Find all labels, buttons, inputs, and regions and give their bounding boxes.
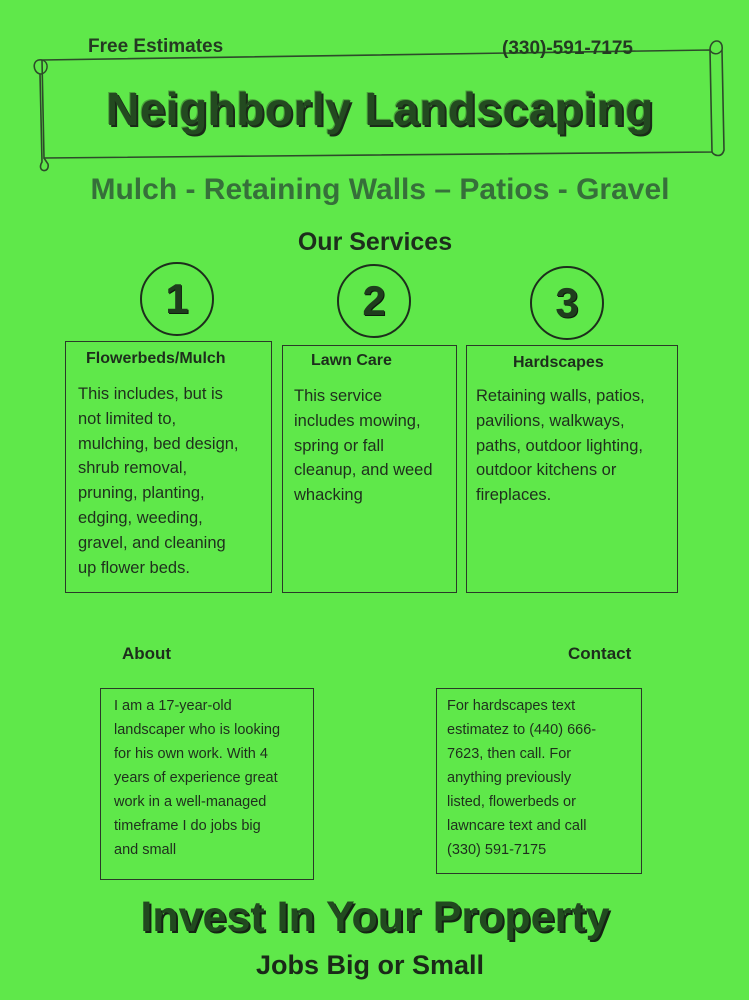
service-card-flowerbeds — [65, 341, 272, 593]
service-description: This service includes mowing, spring or fall cleanup, and weed whacking — [294, 387, 433, 505]
offerings-line: Mulch - Retaining Walls – Patios - Gravel — [90, 173, 670, 206]
business-name: Neighborly Landscaping — [106, 83, 654, 135]
service-card-lawn-care — [282, 345, 457, 593]
contact-text: For hardscapes text estimatez to (440) 666- 7623, then call. For anything previously listed, flowerbeds or lawncare text and call (330) 591-7175 — [447, 698, 597, 858]
services-heading: Our Services — [297, 228, 453, 256]
about-heading: About — [122, 644, 172, 663]
service-card-hardscapes — [466, 345, 678, 593]
service-number-3: 3 — [530, 266, 604, 340]
service-description: Retaining walls, patios, pavilions, walkways, paths, outdoor lighting, outdoor kitchens or fireplaces. — [476, 387, 645, 505]
contact-box — [436, 688, 642, 874]
service-number-1: 1 — [140, 262, 214, 336]
contact-heading: Contact — [568, 644, 632, 663]
service-description: This includes, but is not limited to, mulching, bed design, shrub removal, pruning, planting, edging, weeding, gravel, and cleaning up flower beds. — [78, 385, 239, 577]
free-estimates-label: Free Estimates — [88, 36, 224, 57]
tagline: Jobs Big or Small — [255, 950, 485, 980]
slogan: Invest In Your Property — [140, 893, 610, 941]
phone-number: (330)-591-7175 — [502, 38, 633, 59]
service-title: Hardscapes — [513, 354, 604, 371]
about-box — [100, 688, 314, 880]
service-title: Flowerbeds/Mulch — [86, 350, 226, 367]
service-title: Lawn Care — [311, 352, 392, 369]
about-text: I am a 17-year-old landscaper who is looking for his own work. With 4 years of experience great work in a well-managed timeframe I do jobs big and small — [114, 698, 281, 858]
service-number-2: 2 — [337, 264, 411, 338]
